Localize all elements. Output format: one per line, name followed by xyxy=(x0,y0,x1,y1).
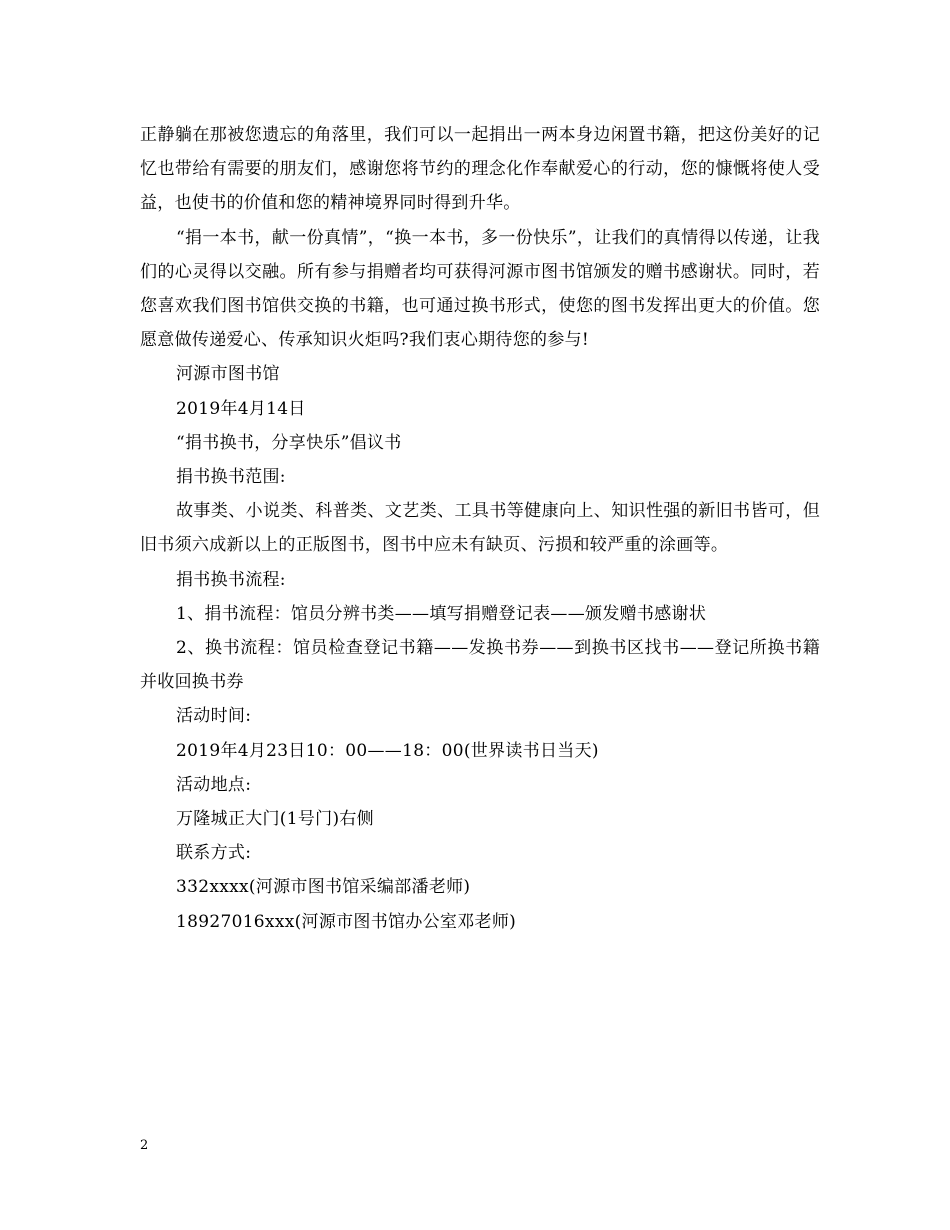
paragraph-scope: 故事类、小说类、科普类、文艺类、工具书等健康向上、知识性强的新旧书皆可，但旧书须六成新以上的正版图书，图书中应未有缺页、污损和较严重的涂画等。 xyxy=(140,501,820,556)
event-location: 万隆城正大门(1号门)右侧 xyxy=(176,809,374,830)
section-heading-process: 捐书换书流程: xyxy=(176,569,286,590)
process-exchange-step: 2、换书流程：馆员检查登记书籍——发换书券——到换书区找书——登记所换书籍并收回换书券 xyxy=(140,638,820,693)
event-time: 2019年4月23日10：00——18：00(世界读书日当天) xyxy=(176,740,599,761)
process-donate-step: 1、捐书流程：馆员分辨书类——填写捐赠登记表——颁发赠书感谢状 xyxy=(176,603,707,624)
document-body xyxy=(140,118,820,939)
section-heading-contact: 联系方式: xyxy=(176,843,252,864)
contact-line-acquisition: 332xxxx(河源市图书馆采编部潘老师) xyxy=(176,877,471,898)
signature-date: 2019年4月14日 xyxy=(176,398,306,419)
section-heading-time: 活动时间: xyxy=(176,706,252,727)
paragraph-slogan: “捐一本书，献一份真情”，“换一本书，多一份快乐”，让我们的真情得以传递，让我们的心灵得以交融。所有参与捐赠者均可获得河源市图书馆颁发的赠书感谢状。同时，若您喜欢我们图书馆供交换的书籍，也可通过换书形式，使您的图书发挥出更大的价值。您愿意做传递爱心、传承知识火炬吗?我们衷心期待您的参与! xyxy=(140,227,820,351)
section-heading-location: 活动地点: xyxy=(176,774,252,795)
paragraph-donation-appeal: 正静躺在那被您遗忘的角落里，我们可以一起捐出一两本身边闲置书籍，把这份美好的记忆也带给有需要的朋友们，感谢您将节约的理念化作奉献爱心的行动，您的慷慨将使人受益，也使书的价值和您的精神境界同时得到升华。 xyxy=(140,125,820,214)
contact-line-office: 18927016xxx(河源市图书馆办公室邓老师) xyxy=(176,911,517,932)
proposal-title: “捐书换书，分享快乐”倡议书 xyxy=(176,432,402,453)
page-number: 2 xyxy=(140,1138,149,1153)
signature-organization: 河源市图书馆 xyxy=(176,364,280,385)
section-heading-scope: 捐书换书范围: xyxy=(176,467,286,488)
